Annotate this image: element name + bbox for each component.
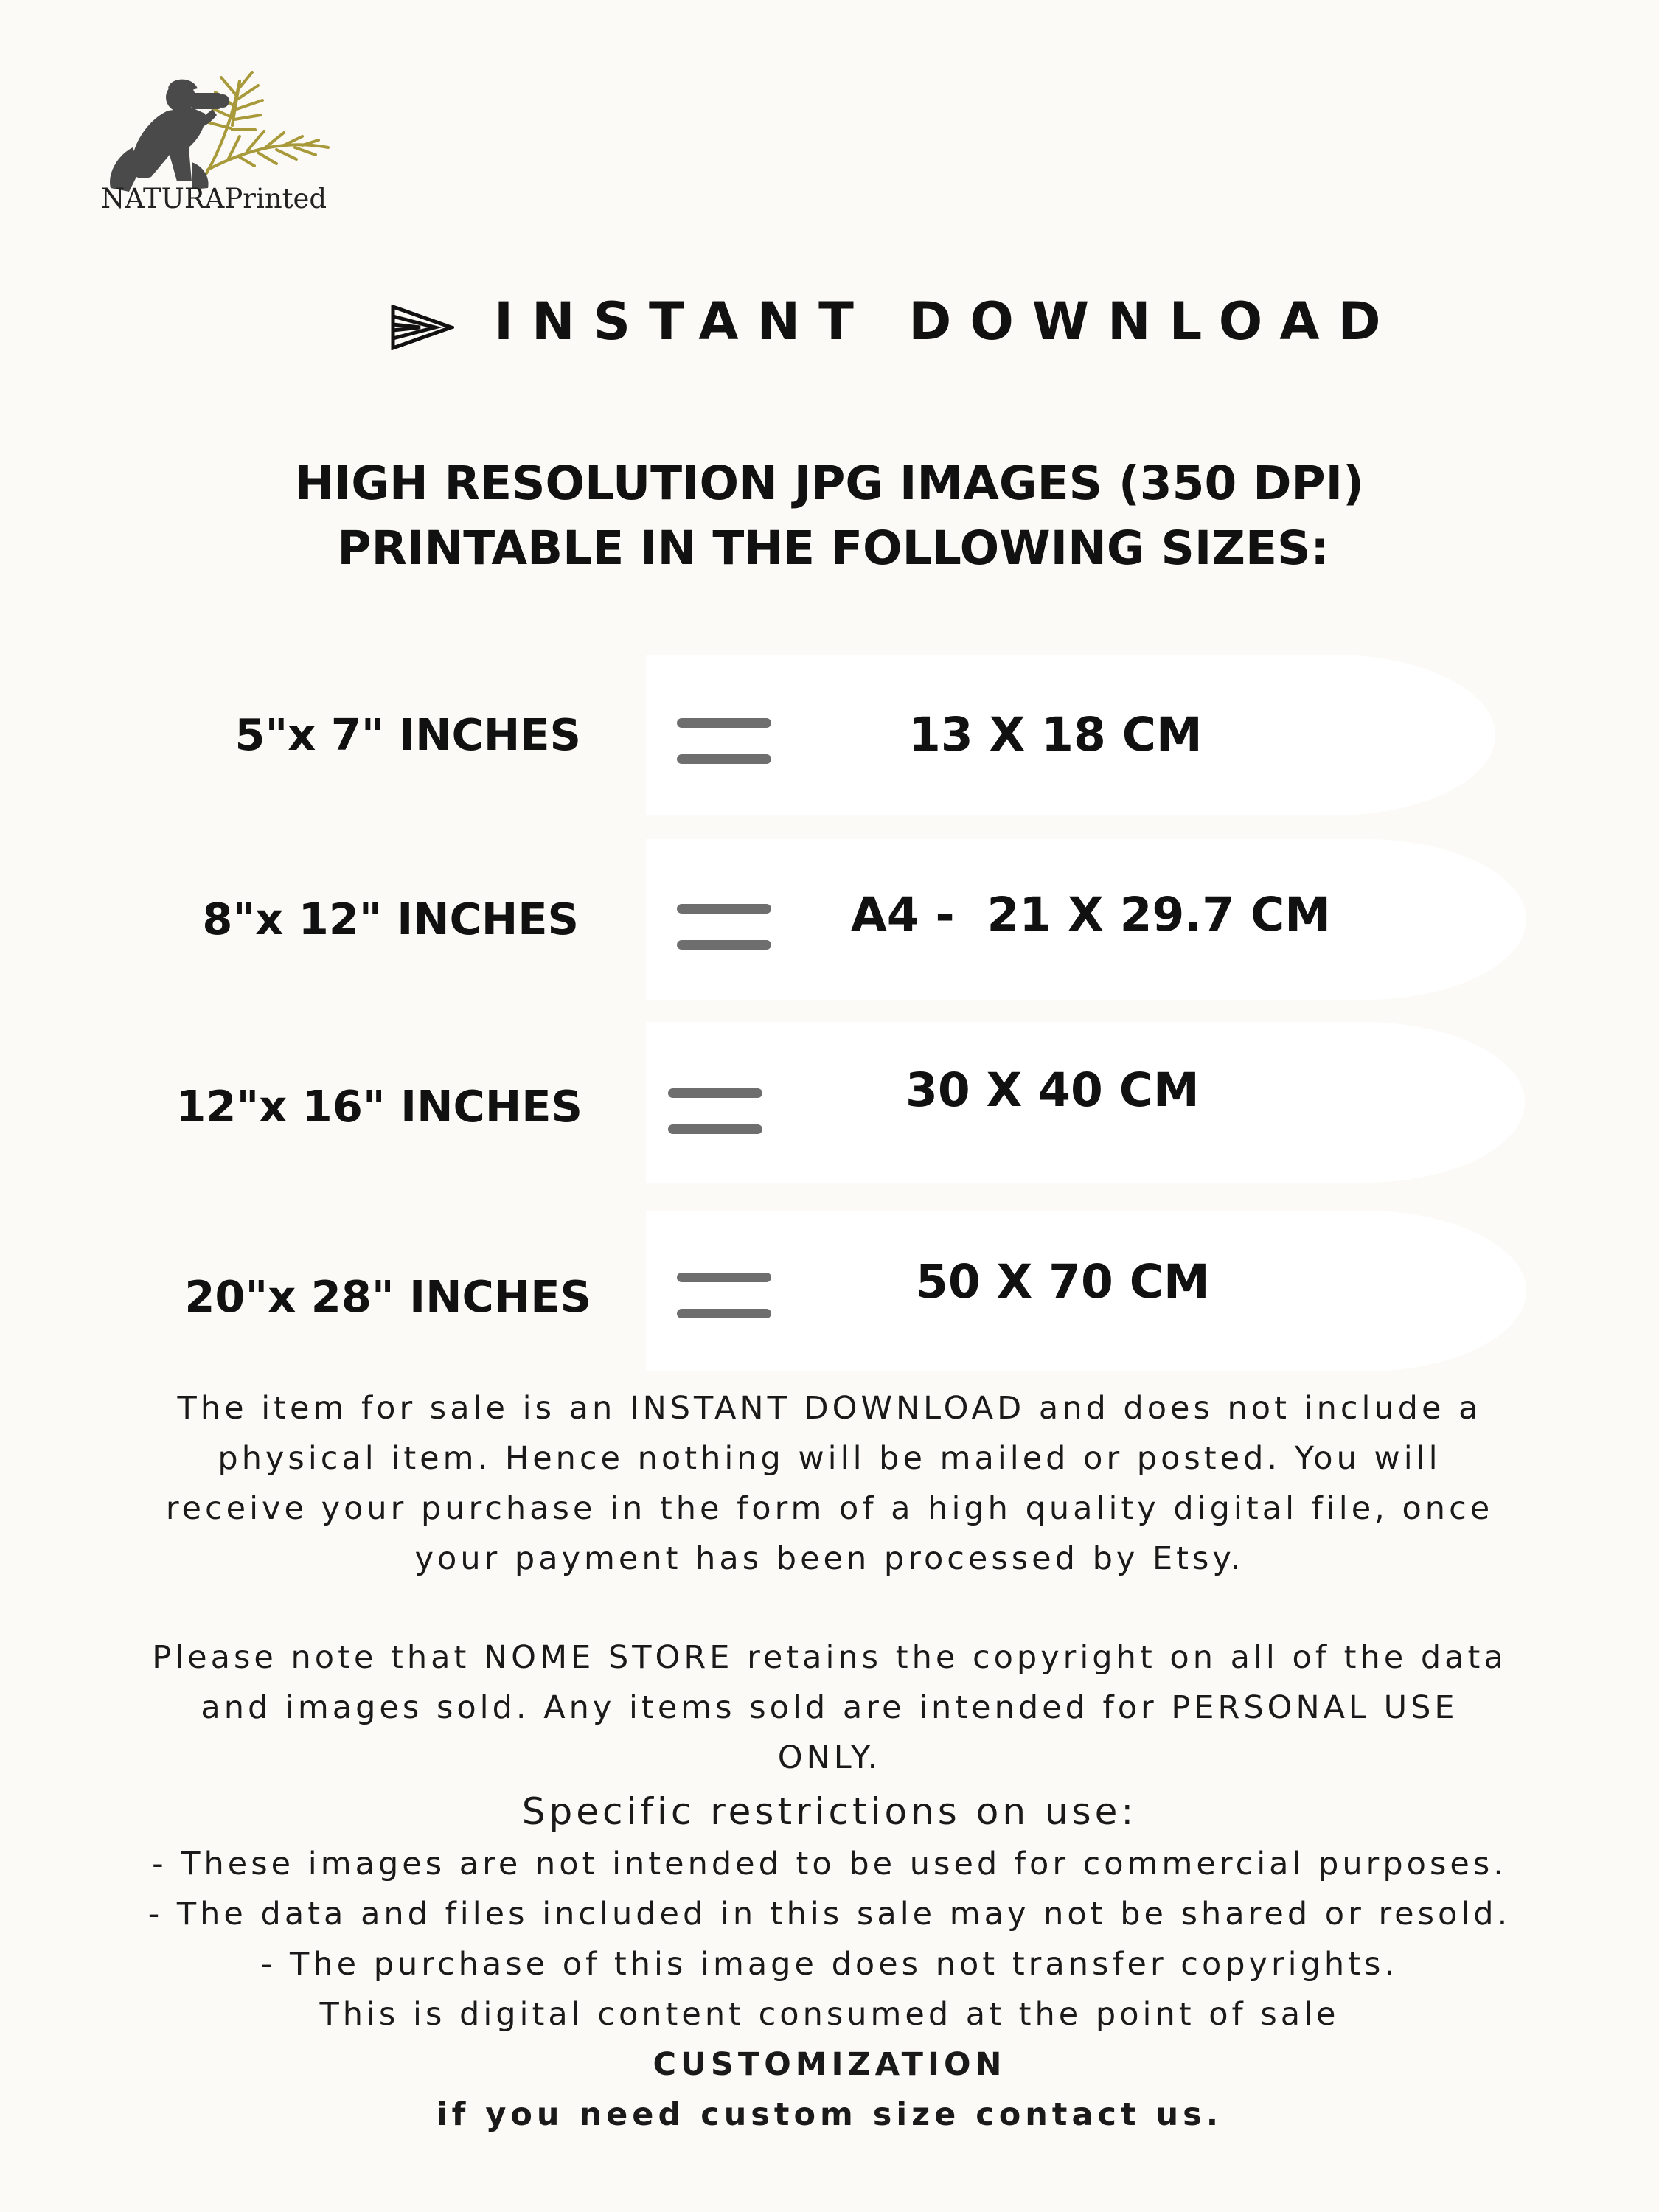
notice-line: your payment has been processed by Etsy.	[414, 1540, 1245, 1577]
notice-line: physical item. Hence nothing will be mailed or posted. You will	[218, 1440, 1441, 1477]
customization-text: if you need custom size contact us.	[436, 2096, 1223, 2133]
brand-name: NATURAPrinted	[100, 183, 327, 215]
fast-forward-arrow-icon	[391, 305, 454, 350]
copyright-notice	[0, 1632, 1659, 1783]
equals-icon	[677, 718, 771, 764]
restriction-item: - The data and files included in this sale may not be shared or resold.	[147, 1896, 1512, 1933]
inch-size-label: 12"x 16" INCHES	[175, 1081, 582, 1132]
copyright-line: Please note that NOME STORE retains the copyright on all of the data	[152, 1639, 1507, 1676]
size-row	[0, 1022, 1659, 1184]
restriction-item: - The purchase of this image does not transfer copyrights.	[260, 1946, 1399, 1983]
restriction-item: This is digital content consumed at the point of sale	[319, 1996, 1340, 2033]
restrictions-title: Specific restrictions on use:	[521, 1790, 1138, 1833]
notice-line: receive your purchase in the form of a high quality digital file, once	[165, 1490, 1494, 1527]
inch-size-label: 5"x 7" INCHES	[234, 709, 581, 760]
equals-icon	[677, 904, 771, 950]
instant-download-title: INSTANT DOWNLOAD	[494, 291, 1399, 352]
subtitle-line-2: PRINTABLE IN THE FOLLOWING SIZES:	[337, 521, 1329, 575]
cm-size-label: 13 X 18 CM	[908, 708, 1203, 762]
instant-download-header	[0, 284, 1659, 365]
usage-restrictions	[0, 1784, 1659, 2140]
copyright-line: ONLY.	[777, 1739, 882, 1776]
equals-icon	[668, 1088, 762, 1134]
customization-title: CUSTOMIZATION	[653, 2046, 1006, 2083]
brand-logo	[81, 37, 347, 221]
restriction-item: - These images are not intended to be used for commercial purposes.	[152, 1846, 1507, 1882]
inch-size-label: 20"x 28" INCHES	[184, 1271, 591, 1322]
size-row	[0, 1211, 1659, 1373]
size-row	[0, 839, 1659, 1001]
cm-size-label: 30 X 40 CM	[905, 1063, 1200, 1117]
cm-size-label: A4 - 21 X 29.7 CM	[851, 888, 1331, 942]
inch-size-label: 8"x 12" INCHES	[202, 894, 579, 945]
cm-size-label: 50 X 70 CM	[916, 1255, 1210, 1309]
size-row	[0, 655, 1659, 817]
instant-download-notice	[0, 1383, 1659, 1584]
subtitle-line-1: HIGH RESOLUTION JPG IMAGES (350 DPI)	[295, 456, 1364, 510]
equals-icon	[677, 1273, 771, 1318]
resolution-subtitle	[0, 451, 1659, 581]
notice-line: The item for sale is an INSTANT DOWNLOAD and does not include a	[177, 1390, 1482, 1427]
copyright-line: and images sold. Any items sold are intended for PERSONAL USE	[201, 1689, 1458, 1726]
